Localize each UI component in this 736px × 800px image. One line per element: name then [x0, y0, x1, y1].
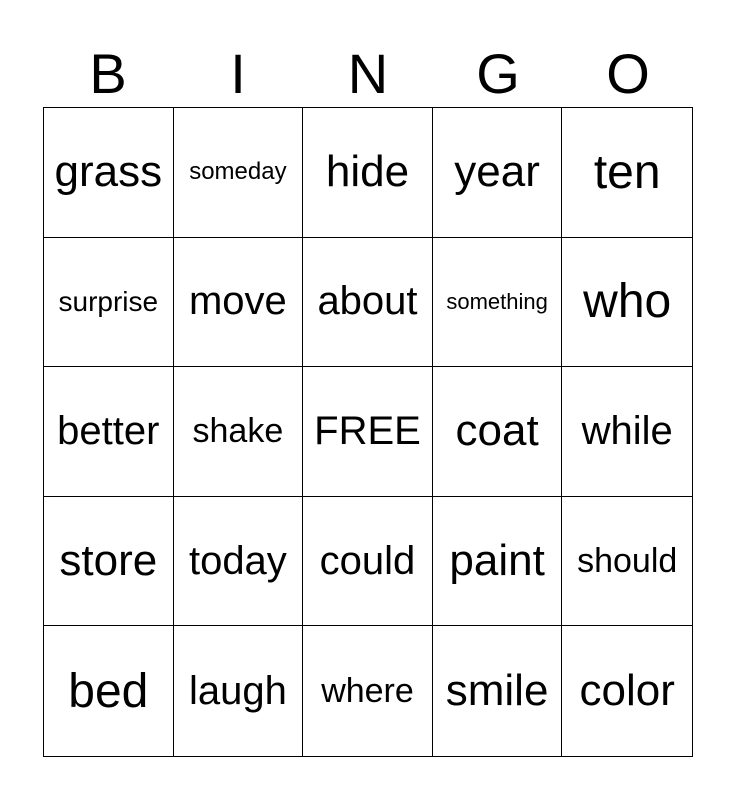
header-letter-g: G [476, 42, 520, 105]
bingo-card [43, 107, 693, 757]
header-letter-o: O [606, 42, 650, 105]
bingo-cell: surprise [44, 238, 174, 368]
bingo-header [43, 40, 693, 108]
bingo-cell: color [579, 666, 675, 716]
header-letter-i: I [230, 42, 246, 105]
bingo-cell: grass [44, 108, 174, 238]
bingo-cell: something [433, 238, 563, 368]
free-space-cell: FREE [303, 367, 433, 497]
header-letter-b: B [89, 42, 127, 105]
bingo-cell: about [303, 238, 433, 368]
bingo-cell: better [44, 367, 174, 497]
bingo-cell: move [174, 238, 304, 368]
bingo-cell: laugh [174, 626, 304, 756]
bingo-cell: today [174, 497, 304, 627]
header-letter-n: N [347, 42, 389, 105]
bingo-cell: year [433, 108, 563, 238]
bingo-cell: shake [174, 367, 304, 497]
bingo-cell: bed [44, 626, 174, 756]
bingo-cell: ten [562, 108, 692, 238]
bingo-cell: store [44, 497, 174, 627]
bingo-cell: where [303, 626, 433, 756]
bingo-cell: someday [174, 108, 304, 238]
bingo-cell: who [562, 238, 692, 368]
bingo-cell: could [303, 497, 433, 627]
bingo-cell: paint [433, 497, 563, 627]
bingo-cell: should [562, 497, 692, 627]
bingo-cell: coat [433, 367, 563, 497]
bingo-cell: while [562, 367, 692, 497]
bingo-cell: smile [433, 626, 563, 756]
bingo-cell: hide [303, 108, 433, 238]
